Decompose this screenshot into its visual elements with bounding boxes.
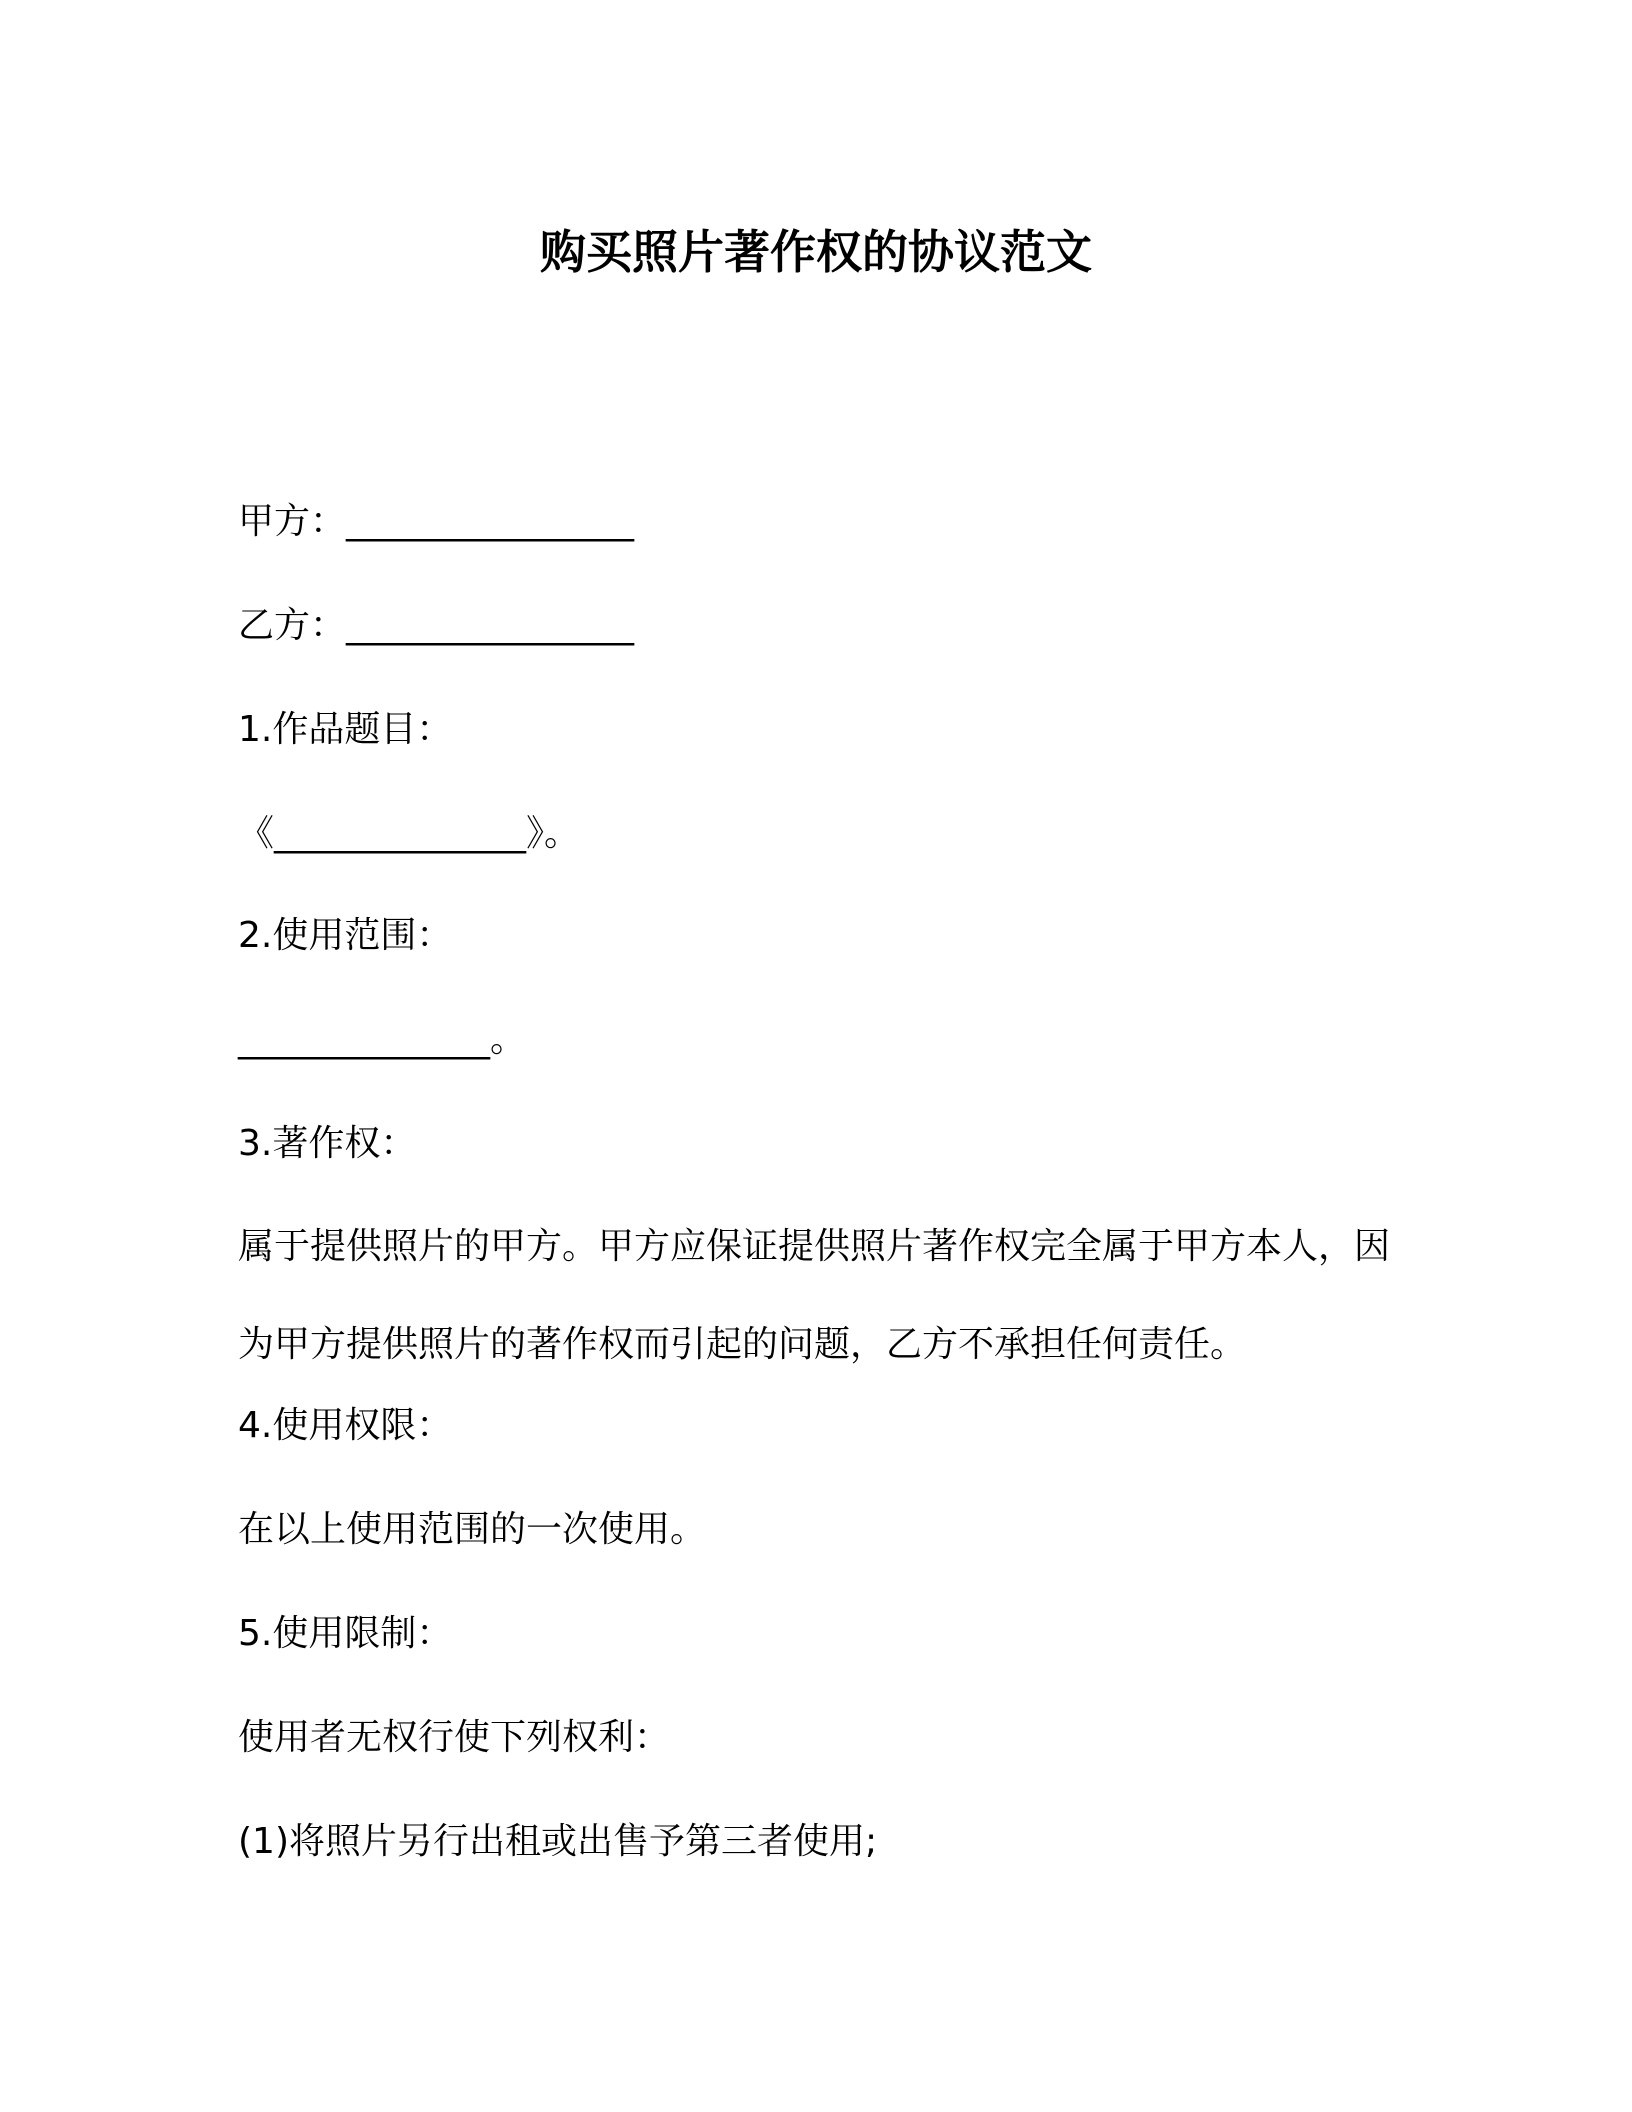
item3-heading: 3.著作权： [238,1123,417,1164]
party-a-line: 甲方：________________ [238,501,635,542]
document-title: 购买照片著作权的协议范文 [540,225,1092,279]
item2-value: ______________。 [238,1019,526,1060]
item5-sub1: (1)将照片另行出租或出售予第三者使用; [238,1821,878,1862]
item4-heading: 4.使用权限： [238,1405,453,1446]
item5-heading: 5.使用限制： [238,1613,453,1654]
item5-text: 使用者无权行使下列权利： [238,1717,671,1758]
item4-text: 在以上使用范围的一次使用。 [238,1509,707,1550]
item3-text: 属于提供照片的甲方。甲方应保证提供照片著作权完全属于甲方本人，因为甲方提供照片的著作权而引起的问题，乙方不承担任何责任。 [238,1226,1391,1365]
item1-heading: 1.作品题目： [238,709,453,750]
item2-heading: 2.使用范围： [238,915,453,956]
party-b-line: 乙方：________________ [238,605,635,646]
item1-value: 《______________》。 [238,813,581,854]
